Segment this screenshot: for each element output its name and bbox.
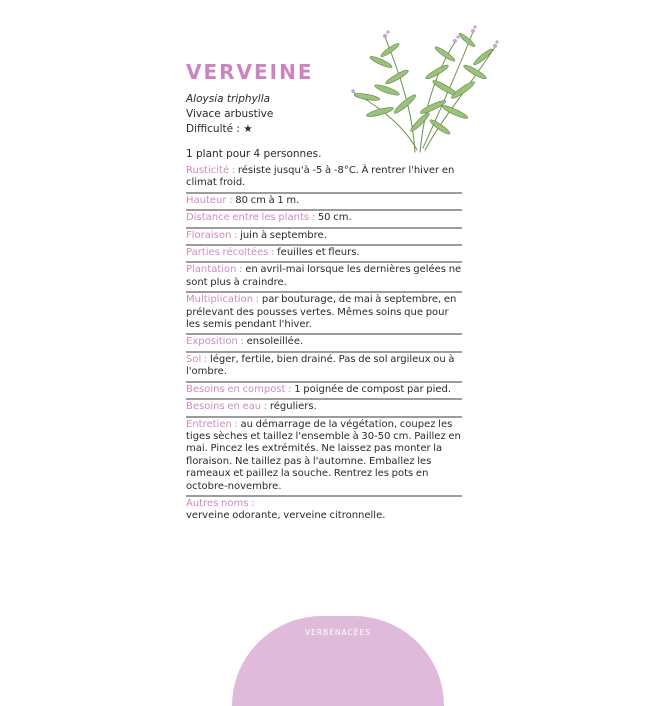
info-label: Autres noms : bbox=[186, 497, 255, 509]
info-label: Rusticité : bbox=[186, 165, 236, 176]
info-row bbox=[186, 194, 462, 211]
info-label: Besoins en compost : bbox=[186, 383, 292, 395]
info-row bbox=[186, 418, 462, 497]
info-row bbox=[186, 383, 462, 400]
info-label: Plantation : bbox=[186, 264, 243, 276]
info-text: 80 cm à 1 m. bbox=[232, 194, 300, 206]
info-text: verveine odorante, verveine citronnelle. bbox=[186, 510, 386, 522]
info-row bbox=[186, 211, 462, 228]
plant-info bbox=[186, 92, 273, 137]
info-row bbox=[186, 497, 462, 525]
info-label: Exposition : bbox=[186, 336, 244, 348]
info-text: réguliers. bbox=[267, 401, 317, 413]
info-label: Parties récoltées : bbox=[186, 247, 275, 259]
info-text: léger, fertile, bien drainé. Pas de sol argileux ou à l'ombre. bbox=[186, 353, 455, 378]
verbena-illustration bbox=[345, 22, 505, 154]
info-label: Floraison : bbox=[186, 229, 238, 241]
family-name: VERBÉNACÉES bbox=[304, 628, 372, 637]
info-text: juin à septembre. bbox=[237, 229, 327, 241]
info-row bbox=[186, 335, 462, 352]
page-title: VERVEINE bbox=[186, 60, 314, 84]
info-text: en avril-mai lorsque les dernières gelées ne sont plus à craindre. bbox=[186, 264, 462, 288]
info-label: Entretien : bbox=[186, 418, 238, 430]
info-text: 1 poignée de compost par pied. bbox=[291, 383, 452, 395]
info-text: au démarrage de la végétation, coupez les tiges sèches et taillez l'ensemble à 30-50 cm. Paillez en mai. Pincez les extrémités. Ne laissez pas monter la floraison. Ne taillez pas à l'automne. Emballez les rameaux et paillez la souche. Rentrez les pots en octobre-novembre. bbox=[186, 418, 461, 492]
info-text: ensoleillée. bbox=[243, 336, 304, 348]
info-list bbox=[186, 164, 462, 525]
info-row bbox=[186, 229, 462, 246]
info-row bbox=[186, 353, 462, 383]
info-label: Multiplication : bbox=[186, 294, 260, 306]
info-text: par bouturage, de mai à septembre, en prélevant des pousses vertes. Mêmes soins que pour les semis pendant l'hiver. bbox=[186, 294, 457, 331]
info-row bbox=[186, 400, 462, 417]
difficulty: Difficulté : ★ bbox=[186, 123, 253, 135]
info-row bbox=[186, 164, 462, 194]
servings-note: 1 plant pour 4 personnes. bbox=[186, 148, 322, 160]
info-text: feuilles et fleurs. bbox=[274, 247, 360, 259]
info-text: 50 cm. bbox=[315, 212, 352, 224]
info-label: Distance entre les plants : bbox=[186, 212, 316, 224]
info-label: Hauteur : bbox=[186, 194, 233, 206]
plant-type: Vivace arbustive bbox=[186, 108, 274, 120]
info-text: résiste jusqu'à -5 à -8°C. À rentrer l'hiver en climat froid. bbox=[186, 165, 455, 189]
info-row bbox=[186, 263, 462, 293]
info-label: Besoins en eau : bbox=[186, 401, 268, 413]
info-row bbox=[186, 246, 462, 263]
info-label: Sol : bbox=[186, 353, 208, 365]
latin-name: Aloysia triphylla bbox=[186, 93, 271, 105]
info-row bbox=[186, 293, 462, 335]
